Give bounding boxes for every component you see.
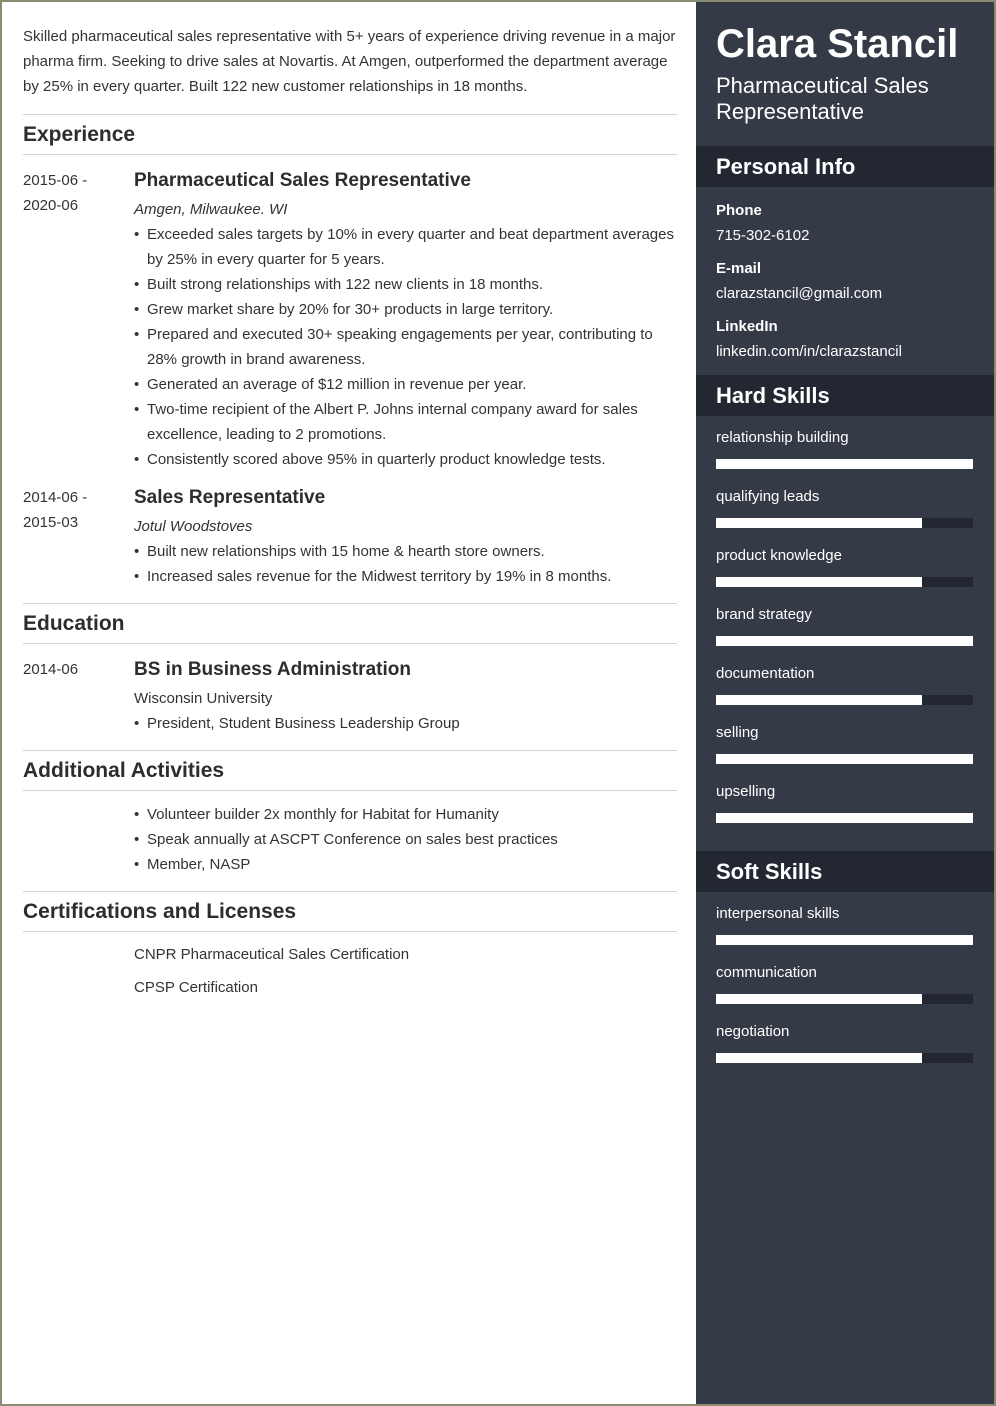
list-item: • Built strong relationships with 122 new clients in 18 months. bbox=[134, 272, 677, 297]
skill-name: product knowledge bbox=[716, 547, 842, 564]
soft-skills-heading: Soft Skills bbox=[696, 851, 994, 892]
skill-item bbox=[716, 780, 974, 839]
job-title: Sales Representative bbox=[134, 487, 326, 508]
sidebar bbox=[696, 2, 994, 1404]
email-label: E-mail bbox=[716, 260, 762, 277]
skill-name: interpersonal skills bbox=[716, 905, 840, 922]
list-item: • Speak annually at ASCPT Conference on sales best practices bbox=[134, 827, 677, 852]
skill-item bbox=[716, 662, 974, 721]
email-value: clarazstancil@gmail.com bbox=[716, 285, 883, 302]
job-title: Pharmaceutical Sales Representative bbox=[134, 170, 471, 191]
skill-level-bar bbox=[716, 518, 973, 528]
list-item: • Exceeded sales targets by 10% in every quarter and beat department averages by 25% in every quarter for 5 years. bbox=[134, 222, 677, 272]
education-heading: Education bbox=[23, 604, 677, 644]
job-bullets bbox=[134, 222, 677, 472]
candidate-headline: Pharmaceutical Sales Representative bbox=[716, 73, 929, 124]
summary: Skilled pharmaceutical sales representative with 5+ years of experience driving revenue in a major pharma firm. Seeking to drive sales at Novartis. At Amgen, outperformed the department average by 25% in every quarter. Built 122 new customer relationships in 18 months. bbox=[23, 24, 677, 115]
phone-value: 715-302-6102 bbox=[716, 227, 810, 244]
job-bullets bbox=[134, 539, 677, 589]
experience-entry bbox=[23, 168, 677, 472]
skill-item bbox=[716, 961, 974, 1020]
degree: BS in Business Administration bbox=[134, 659, 411, 680]
skill-level-bar bbox=[716, 935, 973, 945]
skill-level-bar bbox=[716, 754, 973, 764]
list-item: • Increased sales revenue for the Midwest territory by 19% in 8 months. bbox=[134, 564, 677, 589]
skill-name: negotiation bbox=[716, 1023, 790, 1040]
certification-item: CNPR Pharmaceutical Sales Certification bbox=[134, 946, 410, 963]
entry-date: 2015-06 - 2020-06 bbox=[23, 172, 88, 214]
divider bbox=[23, 736, 677, 751]
personal-info bbox=[696, 187, 994, 362]
skill-item bbox=[716, 603, 974, 662]
skill-level-fill bbox=[716, 577, 922, 587]
experience-entry bbox=[23, 485, 677, 589]
certifications-list bbox=[23, 942, 677, 1000]
skill-item bbox=[716, 1020, 974, 1079]
skill-item bbox=[716, 485, 974, 544]
hard-skills-list bbox=[696, 416, 994, 839]
list-item: • Generated an average of $12 million in revenue per year. bbox=[134, 372, 677, 397]
certification-item: CPSP Certification bbox=[134, 979, 258, 996]
skill-level-fill bbox=[716, 459, 973, 469]
company: Amgen, Milwaukee. WI bbox=[134, 201, 288, 218]
certifications-heading: Certifications and Licenses bbox=[23, 892, 677, 932]
list-item: • Built new relationships with 15 home & hearth store owners. bbox=[134, 539, 677, 564]
school: Wisconsin University bbox=[134, 690, 273, 707]
skill-level-bar bbox=[716, 636, 973, 646]
education-entry bbox=[23, 657, 677, 736]
divider bbox=[23, 877, 677, 892]
skill-name: upselling bbox=[716, 783, 776, 800]
skill-level-fill bbox=[716, 994, 922, 1004]
candidate-name: Clara Stancil bbox=[716, 22, 959, 66]
main-column bbox=[23, 2, 677, 1008]
divider bbox=[23, 589, 677, 604]
skill-level-bar bbox=[716, 813, 973, 823]
phone-label: Phone bbox=[716, 202, 762, 219]
entry-date: 2014-06 - 2015-03 bbox=[23, 489, 88, 531]
activities-heading: Additional Activities bbox=[23, 751, 677, 791]
skill-item bbox=[716, 544, 974, 603]
linkedin-label: LinkedIn bbox=[716, 318, 778, 335]
skill-level-fill bbox=[716, 695, 922, 705]
skill-level-fill bbox=[716, 1053, 922, 1063]
skill-item bbox=[716, 902, 974, 961]
skill-level-bar bbox=[716, 695, 973, 705]
skill-level-fill bbox=[716, 636, 973, 646]
skill-level-fill bbox=[716, 935, 973, 945]
list-item: • Member, NASP bbox=[134, 852, 677, 877]
skill-item bbox=[716, 721, 974, 780]
skill-name: selling bbox=[716, 724, 759, 741]
skill-level-bar bbox=[716, 577, 973, 587]
skill-name: communication bbox=[716, 964, 817, 981]
list-item: • Consistently scored above 95% in quarterly product knowledge tests. bbox=[134, 447, 677, 472]
company: Jotul Woodstoves bbox=[134, 518, 253, 535]
soft-skills-list bbox=[696, 892, 994, 1079]
linkedin-value: linkedin.com/in/clarazstancil bbox=[716, 343, 902, 360]
skill-level-fill bbox=[716, 754, 973, 764]
list-item: • Volunteer builder 2x monthly for Habitat for Humanity bbox=[134, 802, 677, 827]
skill-item bbox=[716, 426, 974, 485]
skill-name: qualifying leads bbox=[716, 488, 820, 505]
skill-level-fill bbox=[716, 518, 922, 528]
education-bullets bbox=[134, 711, 677, 736]
personal-info-heading: Personal Info bbox=[696, 146, 994, 187]
skill-level-bar bbox=[716, 994, 973, 1004]
experience-heading: Experience bbox=[23, 115, 677, 155]
list-item: • Two-time recipient of the Albert P. Johns internal company award for sales excellence, leading to 2 promotions. bbox=[134, 397, 677, 447]
entry-date: 2014-06 bbox=[23, 661, 79, 678]
skill-name: documentation bbox=[716, 665, 815, 682]
list-item: • President, Student Business Leadership Group bbox=[134, 711, 677, 736]
activities-list bbox=[23, 802, 677, 877]
hard-skills-heading: Hard Skills bbox=[696, 375, 994, 416]
skill-level-fill bbox=[716, 813, 973, 823]
skill-name: brand strategy bbox=[716, 606, 812, 623]
skill-level-bar bbox=[716, 1053, 973, 1063]
list-item: • Grew market share by 20% for 30+ products in large territory. bbox=[134, 297, 677, 322]
skill-level-bar bbox=[716, 459, 973, 469]
list-item: • Prepared and executed 30+ speaking engagements per year, contributing to 28% growth in brand awareness. bbox=[134, 322, 677, 372]
skill-name: relationship building bbox=[716, 429, 849, 446]
